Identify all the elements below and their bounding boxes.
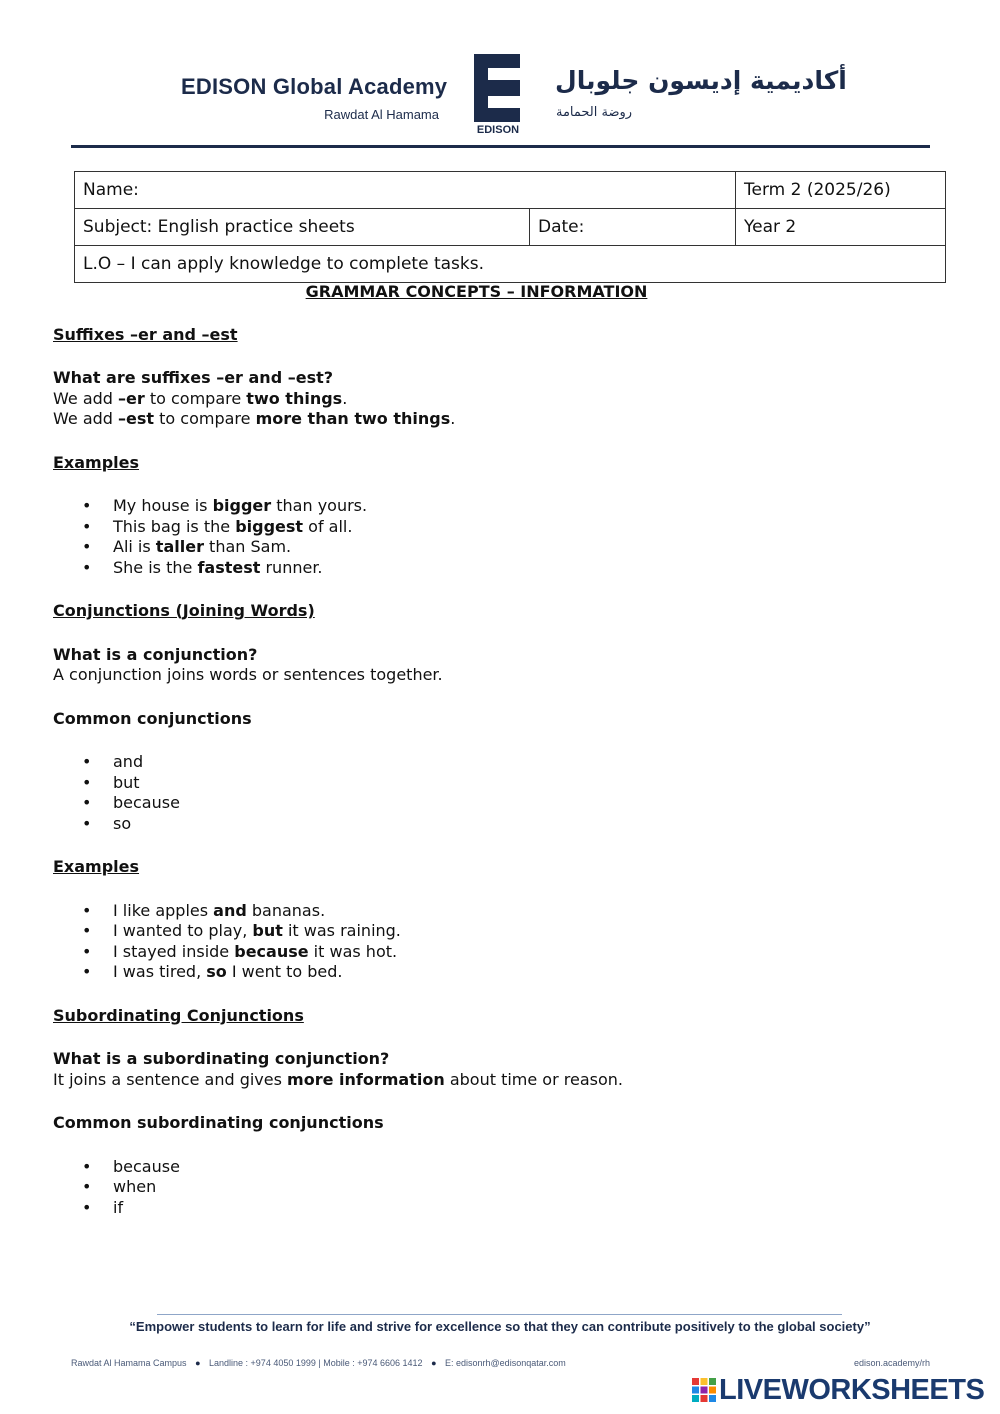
list-item: • and: [53, 752, 953, 773]
term-cell: Term 2 (2025/26): [736, 172, 946, 209]
section-heading-subordinating: Subordinating Conjunctions: [53, 1005, 304, 1025]
subject-cell: Subject: English practice sheets: [75, 209, 530, 246]
letterhead: [0, 0, 1000, 150]
name-field[interactable]: [75, 172, 736, 209]
section-heading-suffix-examples: Examples: [53, 452, 140, 472]
conjunction-question: What is a conjunction?: [53, 644, 258, 664]
list-item: • She is the fastest runner.: [53, 558, 953, 579]
document-body: [53, 282, 953, 1241]
info-row-1: [75, 172, 946, 209]
list-item: • I wanted to play, but it was raining.: [53, 921, 953, 942]
header-divider: [71, 145, 930, 148]
date-label: Date:: [538, 217, 585, 237]
section-heading-conjunctions: Conjunctions (Joining Words): [53, 601, 315, 620]
liveworksheets-logo-icon: [692, 1378, 716, 1402]
subordinating-definition: It joins a sentence and gives more information about time or reason.: [53, 1069, 623, 1089]
conjunction-examples-list: [53, 901, 953, 983]
school-name-en: EDISON Global Academy: [181, 74, 448, 99]
subordinating-explanation: [53, 1049, 953, 1090]
conjunction-definition: A conjunction joins words or sentences together.: [53, 665, 443, 684]
section-heading-conjunction-examples: Examples: [53, 857, 140, 876]
logo-word: EDISON: [476, 124, 520, 136]
suffixes-question: What are suffixes –er and –est?: [53, 368, 334, 387]
list-item: • This bag is the biggest of all.: [53, 517, 953, 538]
section-heading-suffixes: Suffixes –er and –est: [53, 324, 238, 344]
conjunction-explanation: [53, 645, 953, 686]
list-item: • but: [53, 773, 953, 794]
bullet-dot-icon: ●: [431, 1358, 437, 1368]
common-subordinating-heading: Common subordinating conjunctions: [53, 1113, 384, 1132]
suffix-er-line: We add –er to compare two things.: [53, 388, 348, 408]
phone-numbers: Landline : +974 4050 1999 | Mobile : +974 6606 1412: [209, 1358, 423, 1368]
edison-e-logo-icon: [474, 54, 522, 122]
list-item: • I like apples and bananas.: [53, 901, 953, 922]
campus-label: Rawdat Al Hamama Campus: [71, 1358, 187, 1368]
website-link[interactable]: edison.academy/rh: [853, 1358, 930, 1368]
list-item: • My house is bigger than yours.: [53, 496, 953, 517]
suffix-est-line: We add –est to compare more than two things.: [53, 409, 456, 428]
common-conjunctions-heading: Common conjunctions: [53, 708, 252, 728]
list-item: • I stayed inside because it was hot.: [53, 942, 953, 963]
list-item: • so: [53, 814, 953, 835]
list-item: • if: [53, 1198, 953, 1219]
learning-objective: L.O – I can apply knowledge to complete tasks.: [75, 246, 946, 283]
list-item: • when: [53, 1177, 953, 1198]
campus-name-en: Rawdat Al Hamama: [324, 107, 439, 122]
common-conjunctions-list: [53, 752, 953, 834]
year-cell: Year 2: [736, 209, 946, 246]
suffixes-explanation: [53, 368, 953, 430]
document-title: GRAMMAR CONCEPTS – INFORMATION: [305, 282, 648, 301]
list-item: • because: [53, 793, 953, 814]
common-subordinating-list: [53, 1157, 953, 1219]
list-item: • because: [53, 1157, 953, 1178]
list-item: • Ali is taller than Sam.: [53, 537, 953, 558]
suffix-examples-list: [53, 496, 953, 578]
watermark-text: LIVEWORKSHEETS: [719, 1374, 985, 1406]
list-item: • I was tired, so I went to bed.: [53, 962, 953, 983]
contact-line: [71, 1358, 566, 1368]
student-info-table: [74, 171, 946, 283]
school-name-ar: أكاديمية إديسون جلوبال: [555, 66, 847, 95]
info-row-2: [75, 209, 946, 246]
school-motto: “Empower students to learn for life and strive for excellence so that they can contribute positively to the global society”: [129, 1319, 871, 1334]
footer-divider: [157, 1314, 842, 1315]
bullet-dot-icon: ●: [195, 1358, 201, 1368]
name-label: Name:: [83, 180, 139, 200]
subordinating-question: What is a subordinating conjunction?: [53, 1049, 390, 1068]
edison-logo: [474, 54, 522, 138]
info-row-3: [75, 246, 946, 283]
email-address[interactable]: E: edisonrh@edisonqatar.com: [445, 1358, 566, 1368]
campus-name-ar: روضة الحمامة: [556, 105, 633, 120]
date-field[interactable]: [530, 209, 736, 246]
